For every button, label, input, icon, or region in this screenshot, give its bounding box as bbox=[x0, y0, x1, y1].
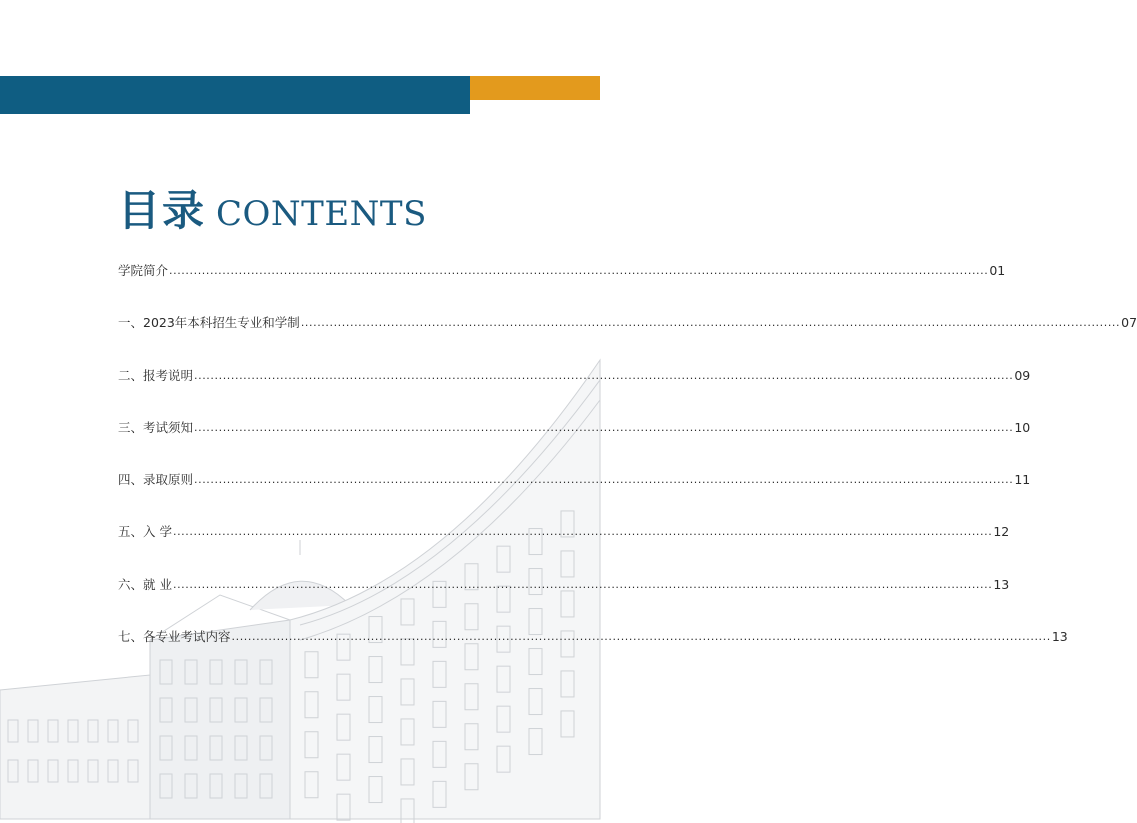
toc-item-label: 二、报考说明 bbox=[118, 367, 194, 383]
toc-item-label: 七、各专业考试内容 bbox=[118, 629, 231, 645]
toc-page-number: 09 bbox=[1014, 367, 1031, 383]
toc-item-label: 三、考试须知 bbox=[118, 419, 194, 435]
toc-dot-leader: ........................................................................................................................................................................................................ bbox=[172, 525, 993, 539]
toc-page-number: 10 bbox=[1014, 419, 1031, 435]
toc-item-label: 一、2023年本科招生专业和学制 bbox=[118, 315, 300, 331]
toc-item[interactable] bbox=[118, 311, 1137, 363]
toc-item[interactable] bbox=[118, 259, 1006, 311]
toc-page-number: 11 bbox=[1014, 472, 1031, 488]
toc-dot-leader: ........................................................................................................................................................................................................ bbox=[194, 368, 1014, 382]
title-chinese: 目录 bbox=[118, 186, 207, 235]
toc-page-number: 13 bbox=[1051, 629, 1068, 645]
contents-title bbox=[118, 178, 427, 238]
toc-item-label: 四、录取原则 bbox=[118, 472, 194, 488]
table-of-contents bbox=[118, 259, 1137, 677]
toc-dot-leader: ........................................................................................................................................................................................................ bbox=[172, 577, 993, 591]
toc-page-number: 01 bbox=[989, 263, 1006, 278]
toc-item[interactable] bbox=[118, 364, 1031, 416]
toc-item-label: 五、入 学 bbox=[118, 524, 172, 540]
toc-page-number: 13 bbox=[993, 576, 1010, 592]
header-orange-bar bbox=[470, 76, 600, 100]
title-english: CONTENTS bbox=[216, 194, 427, 234]
toc-page-number: 12 bbox=[993, 524, 1010, 540]
toc-item[interactable] bbox=[118, 468, 1031, 520]
toc-item[interactable] bbox=[118, 520, 1010, 572]
toc-dot-leader: ........................................................................................................................................................................................................ bbox=[300, 316, 1121, 330]
toc-item-label: 六、就 业 bbox=[118, 576, 172, 592]
header-blue-bar bbox=[0, 76, 470, 114]
toc-item[interactable] bbox=[118, 573, 1010, 625]
toc-dot-leader: ........................................................................................................................................................................................................ bbox=[169, 264, 989, 277]
toc-page-number: 07 bbox=[1121, 315, 1137, 331]
toc-item[interactable] bbox=[118, 625, 1068, 677]
toc-dot-leader: ........................................................................................................................................................................................................ bbox=[194, 420, 1014, 434]
toc-dot-leader: ........................................................................................................................................................................................................ bbox=[231, 630, 1051, 644]
toc-item[interactable] bbox=[118, 416, 1031, 468]
toc-dot-leader: ........................................................................................................................................................................................................ bbox=[194, 473, 1014, 487]
toc-item-label: 学院简介 bbox=[118, 263, 169, 278]
